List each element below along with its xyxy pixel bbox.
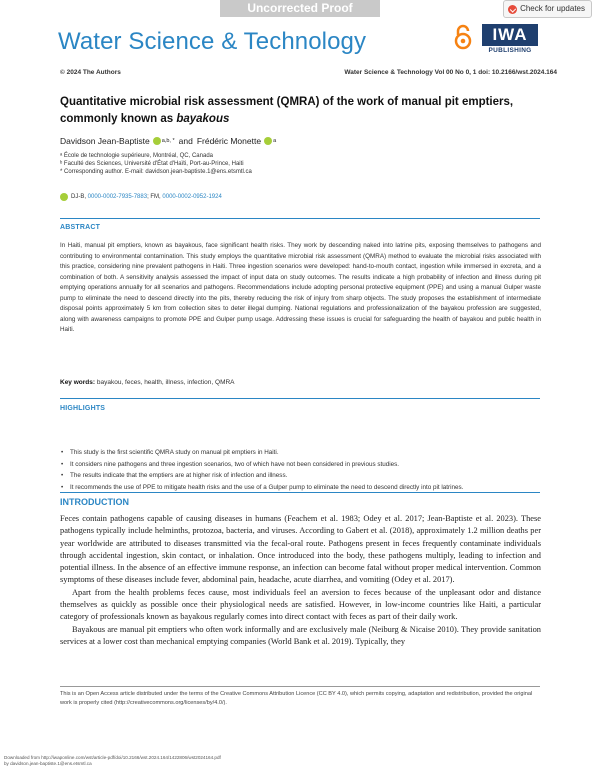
introduction-paragraph-1: Feces contain pathogens capable of causing diseases in humans (Feachem et al. 1983; Odey et al. 2017; Jean-Baptiste et al. 2023). These pathogens typically include helminths, protozoa, bacteria, and viruses. According to Gabert et al. (2018), approximately 1.2 million deaths per year worldwide are attributed to diseases transmitted via the fecal-oral route. Pathogens present in feces frequently contaminate individuals through accidental ingestion, skin contact, or inhalation. Once introduced into the body, these pathogens multiply, leading to infection and potential illness. In the absence of an effective immune response, an infection can become fatal without proper medical intervention. Common symptoms of these diseases include fever, abdominal pain, headache, acute diarrhea, and vomiting (Odey et al. 2017). bbox=[60, 514, 541, 585]
footnote-divider bbox=[60, 686, 540, 687]
article-citation: Water Science & Technology Vol 00 No 0, 1 doi: 10.2166/wst.2024.164 bbox=[344, 69, 557, 76]
update-check-icon bbox=[508, 5, 517, 14]
highlights-list bbox=[60, 448, 541, 495]
author-2-name: Frédéric Monette bbox=[196, 136, 262, 146]
orcid-link-author-1[interactable]: 0000-0002-7935-7883 bbox=[87, 194, 148, 200]
introduction-paragraph-2: Apart from the health problems feces cause, most individuals feel an aversion to feces because of the unpleasant odor and distance themselves as quickly as possible once their physiological needs are satisfied. However, in low-income countries like Haiti, a particular category of professionals known as bayakous regularly comes into direct contact with feces as part of their daily work. bbox=[60, 587, 541, 622]
iwa-logo-subtitle: PUBLISHING bbox=[488, 47, 532, 54]
journal-title: Water Science & Technology bbox=[58, 28, 367, 55]
abstract-text: In Haiti, manual pit emptiers, known as bayakous, face significant health risks. They work by descending naked into latrine pits, exposing themselves to pathogens and contributing to environmental contamination. This study employs the quantitative microbial risk assessment (QMRA) method to evaluate the microbial risks associated with this practice, considering nine prevalent pathogens in Haiti. Three ingestion scenarios were developed: hand-to-mouth contact, ingestion while immersed in excreta, and a combination of both. A sensitivity analysis assessed the impact of input data on study outcomes. The results indicate a high probability of infection and illness during pit emptying operations annually for all scenarios and pathogens. Recommendations include adopting personal protective equipment (PPE) and using a manual Gulper waste pump to eliminate the need to descend directly into the pits, thereby reducing the risk of injury from sharp objects. The study proposes the establishment of intermediate disposal points approximately 5 km from collection sites to deter illegal dumping. National regulations and professionalization of the bayakou profession are suggested, along with awareness campaigns to promote PPE and Gulper pump usage. Addressing these issues is crucial for safeguarding the health of bayakou and public health in Haiti. bbox=[60, 242, 541, 333]
keywords-value: bayakou, feces, health, illness, infection, QMRA bbox=[96, 379, 235, 386]
author-list bbox=[60, 136, 276, 146]
license-footnote: This is an Open Access article distributed under the terms of the Creative Commons Attribution Licence (CC BY 4.0), which permits copying, adaptation and redistribution, provided the original work is properly cited (http://creativecommons.org/licenses/by/4.0/). bbox=[60, 691, 533, 706]
author-2-affiliation-mark: a bbox=[273, 138, 277, 144]
check-for-updates-label: Check for updates bbox=[520, 4, 585, 13]
affiliation-a: ᵃ École de technologie supérieure, Montréal, QC, Canada bbox=[60, 153, 213, 159]
affiliation-b: ᵇ Faculté des Sciences, Université d'État d'Haïti, Port-au-Prince, Haiti bbox=[60, 161, 244, 167]
iwa-logo-mark: IWA bbox=[482, 24, 538, 46]
highlights-heading: HIGHLIGHTS bbox=[60, 405, 106, 412]
list-item: • It considers nine pathogens and three ingestion scenarios, two of which have not been considered in previous studies. bbox=[60, 460, 541, 470]
author-1-name: Davidson Jean-Baptiste bbox=[60, 136, 150, 146]
article-title bbox=[60, 94, 540, 128]
list-item: • The results indicate that the emptiers are at higher risk of infection and illness. bbox=[60, 471, 541, 481]
uncorrected-proof-banner: Uncorrected Proof bbox=[220, 0, 380, 17]
abstract-heading: ABSTRACT bbox=[60, 224, 101, 231]
check-for-updates-button[interactable] bbox=[503, 0, 592, 18]
author-1-affiliation-mark: a,b, * bbox=[161, 138, 175, 144]
title-line-1: Quantitative microbial risk assessment (QMRA) of the work of manual pit emptiers, bbox=[60, 96, 514, 108]
author-conjunction: and bbox=[178, 136, 193, 146]
title-line-2: commonly known as bbox=[60, 113, 177, 125]
orcid-identifiers bbox=[60, 193, 222, 201]
orcid-author-2-initials: ; FM, bbox=[147, 194, 161, 200]
list-item: • It recommends the use of PPE to mitigate health risks and the use of a Gulper pump to eliminate the need to descend directly into pit latrines. bbox=[60, 483, 541, 493]
orcid-icon bbox=[60, 193, 68, 201]
corresponding-author: * Corresponding author. E-mail: davidson.jean-baptiste.1@ens.etsmtl.ca bbox=[60, 169, 252, 175]
title-italic-term: bayakous bbox=[176, 113, 230, 125]
abstract-divider bbox=[60, 218, 540, 219]
iwa-publishing-logo bbox=[476, 22, 542, 56]
orcid-link-author-2[interactable]: 0000-0002-0952-1924 bbox=[162, 194, 222, 200]
introduction-divider bbox=[60, 492, 540, 493]
download-notice bbox=[4, 755, 221, 766]
list-item: • This study is the first scientific QMRA study on manual pit emptiers in Haiti. bbox=[60, 448, 541, 458]
keywords-line bbox=[60, 379, 235, 386]
orcid-icon[interactable] bbox=[264, 137, 272, 145]
highlights-divider bbox=[60, 398, 540, 399]
download-notice-line-1: Downloaded from http://iwaponline.com/wst/article-pdf/doi/10.2166/wst.2024.164/1422806/wst2024164.pdf bbox=[4, 755, 221, 760]
introduction-heading: INTRODUCTION bbox=[60, 497, 129, 507]
open-access-icon bbox=[453, 24, 473, 50]
introduction-paragraph-3: Bayakous are manual pit emptiers who often work informally and are exclusively male (Neiburg & Nicaise 2010). They provide sanitation services at a lower cost than mechanical emptying companies (World Bank et al. 2019). Typically, they bbox=[60, 624, 541, 646]
orcid-icon[interactable] bbox=[153, 137, 161, 145]
orcid-author-1-initials: DJ-B, bbox=[71, 194, 86, 200]
keywords-label: Key words: bbox=[60, 379, 96, 386]
download-notice-line-2: by davidson.jean-baptiste.1@ens.etsmtl.ca bbox=[4, 760, 92, 766]
copyright-notice: © 2024 The Authors bbox=[60, 69, 121, 76]
introduction-body bbox=[60, 513, 541, 648]
